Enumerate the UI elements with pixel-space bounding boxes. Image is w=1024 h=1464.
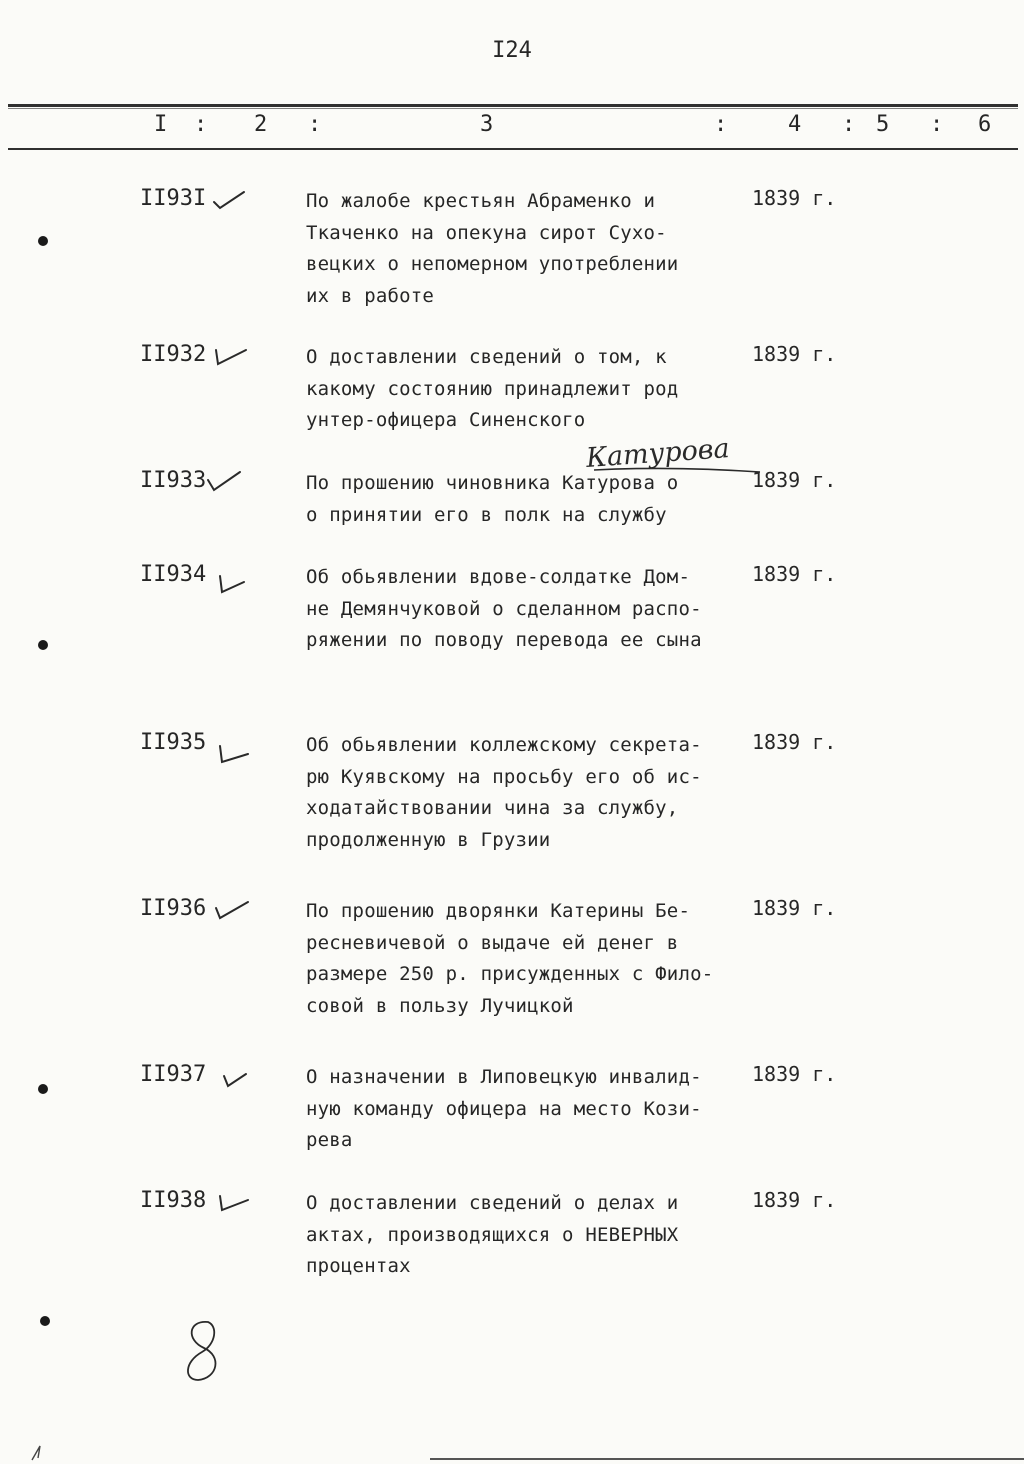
punch-hole	[40, 1316, 50, 1326]
entry-title: Об обьявлении коллежскому секрета- рю Куявскому на просьбу его об ис- ходатайствовании чина за службу, продолженную в Грузии	[306, 734, 702, 851]
header-top-rule-thin	[8, 108, 1018, 109]
entry-year: 1839 г.	[752, 1188, 837, 1212]
entry-title: О доставлении сведений о том, к какому состоянию принадлежит род унтер-офицера Синенского	[306, 346, 679, 431]
column-separator: :	[194, 112, 208, 137]
entry-title: По прошению дворянки Катерины Бе- ресневичевой о выдаче ей денег в размере 250 р. присужденных с Фило- совой в пользу Лучицкой	[306, 900, 714, 1017]
column-header-1: I	[154, 112, 168, 137]
entry-year: 1839 г.	[752, 730, 837, 754]
entry-year: 1839 г.	[752, 896, 837, 920]
entry-title: По жалобе крестьян Абраменко и Ткаченко на опекуна сирот Сухо- вецких о непомерном употреблении их в работе	[306, 190, 679, 307]
column-header-5: 5	[876, 112, 890, 137]
column-header-4: 4	[788, 112, 802, 137]
checkmark-icon	[204, 470, 244, 494]
column-header-2: 2	[254, 112, 268, 137]
handwritten-correction: Катурова	[585, 433, 731, 474]
entry-year: 1839 г.	[752, 1062, 837, 1086]
entry-number: II932	[140, 342, 207, 367]
entry-year: 1839 г.	[752, 342, 837, 366]
header-top-rule	[8, 104, 1018, 107]
punch-hole	[38, 640, 48, 650]
punch-hole	[38, 1084, 48, 1094]
checkmark-icon	[214, 572, 254, 596]
entry-title: О назначении в Липовецкую инвалид- ную команду офицера на место Кози- рева	[306, 1066, 702, 1151]
checkmark-icon	[212, 898, 252, 922]
entry-number: II938	[140, 1188, 207, 1213]
entry-number: II933	[140, 468, 207, 493]
page-number: I24	[492, 38, 532, 63]
column-separator: :	[308, 112, 322, 137]
entry-number: II935	[140, 730, 207, 755]
column-separator: :	[930, 112, 944, 137]
column-separator: :	[842, 112, 856, 137]
entry-title: О доставлении сведений о делах и актах, производящихся о НЕВЕРНЫХ процентах	[306, 1192, 679, 1277]
footer-rule	[430, 1458, 1024, 1460]
checkmark-icon	[210, 188, 250, 212]
entry-year: 1839 г.	[752, 562, 837, 586]
column-header-3: 3	[480, 112, 494, 137]
margin-pencil-mark	[28, 1442, 46, 1462]
entry-number: II936	[140, 896, 207, 921]
checkmark-icon	[212, 344, 252, 368]
entry-title: По прошению чиновника Катурова о о принятии его в полк на службу	[306, 472, 679, 526]
header-bottom-rule	[8, 148, 1018, 150]
column-separator: :	[714, 112, 728, 137]
entry-year: 1839 г.	[752, 186, 837, 210]
checkmark-icon	[214, 742, 254, 766]
entry-number: II93I	[140, 186, 207, 211]
checkmark-icon	[214, 1190, 254, 1214]
column-header-6: 6	[978, 112, 992, 137]
entry-number: II934	[140, 562, 207, 587]
punch-hole	[38, 236, 48, 246]
handwritten-count-mark	[178, 1318, 228, 1384]
entry-title: Об обьявлении вдове-солдатке Дом- не Демянчуковой о сделанном распо- ряжении по поводу перевода ее сына	[306, 566, 702, 651]
checkmark-icon	[220, 1068, 260, 1092]
entry-number: II937	[140, 1062, 207, 1087]
entry-year: 1839 г.	[752, 468, 837, 492]
handwritten-underline	[592, 466, 762, 474]
